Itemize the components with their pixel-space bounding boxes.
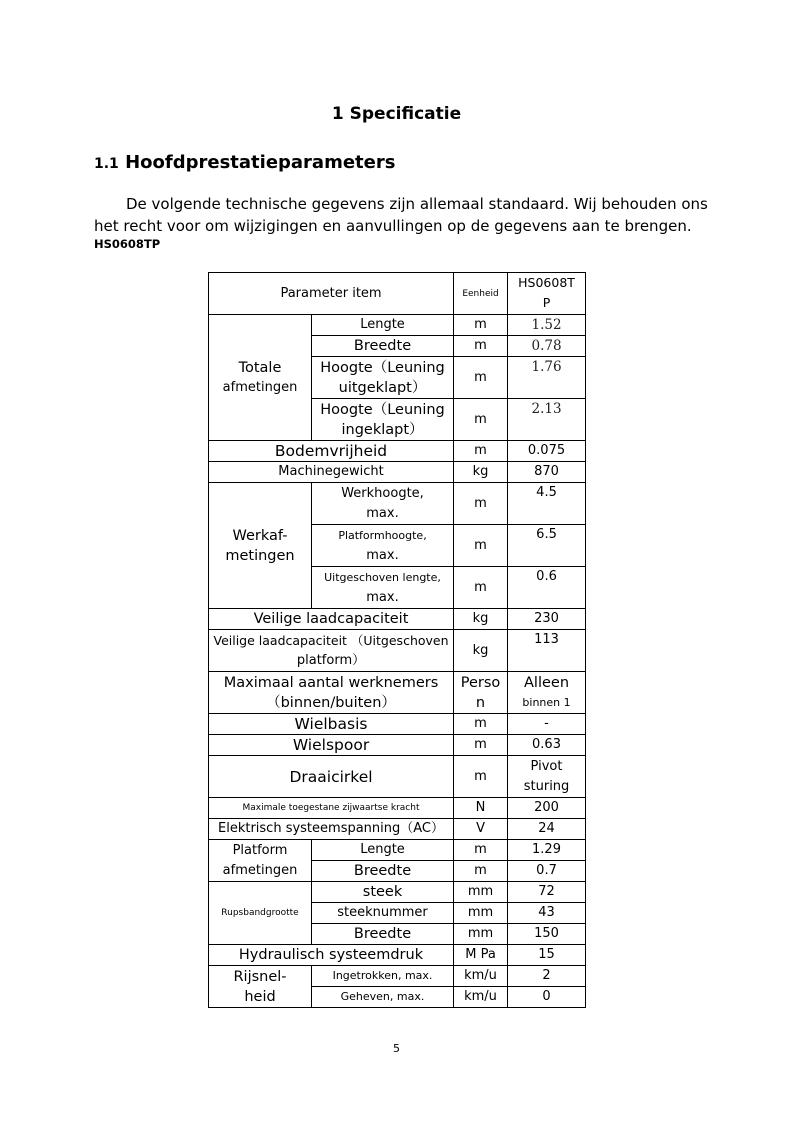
value-platform-height: 6.5 (508, 525, 586, 567)
value-machine-weight: 870 (508, 462, 586, 483)
group-total-dimensions (209, 315, 312, 441)
table-row (209, 609, 586, 630)
unit-wheelbase: m (454, 714, 508, 735)
unit-platform-height: m (454, 525, 508, 567)
unit-track-width: mm (454, 924, 508, 945)
unit-track-pitch: mm (454, 882, 508, 903)
group-total-sublabel: afmetingen (222, 379, 298, 395)
unit-speed-raised: km/u (454, 987, 508, 1008)
param-platform-height: Platformhoogte, max. (312, 525, 454, 567)
page-number: 5 (393, 1042, 400, 1055)
table-row (209, 819, 586, 840)
table-row (209, 945, 586, 966)
unit-width: m (454, 336, 508, 357)
unit-ground-clearance: m (454, 441, 508, 462)
value-track-width: 150 (508, 924, 586, 945)
unit-height-in: m (454, 399, 508, 441)
table-row (209, 441, 586, 462)
model-label: HS0608TP (94, 237, 161, 251)
header-model (508, 273, 586, 315)
table-row (209, 882, 586, 903)
header-model-line2: P (542, 295, 551, 310)
unit-track: m (454, 735, 508, 756)
param-turning-circle: Draaicirkel (209, 756, 454, 798)
unit-voltage: V (454, 819, 508, 840)
param-track-width: Breedte (312, 924, 454, 945)
header-model-line1: HS0608T (518, 275, 575, 290)
group-total-label: Totale (238, 359, 282, 376)
value-extended-length: 0.6 (508, 567, 586, 609)
value-wheelbase: - (508, 714, 586, 735)
unit-extended-length: m (454, 567, 508, 609)
unit-height-out: m (454, 357, 508, 399)
value-turning-circle: Pivot sturing (508, 756, 586, 798)
group-platform-label-1: Platform (232, 842, 288, 858)
value-speed-retracted: 2 (508, 966, 586, 987)
header-unit: Eenheid (454, 273, 508, 315)
table-row (209, 672, 586, 714)
value-length: 1.52 (508, 315, 586, 336)
unit-safe-load: kg (454, 609, 508, 630)
intro-text: De volgende technische gegevens zijn allemaal standaard. Wij behouden ons het recht voor om wijzigingen en aanvullingen op de gegevens aan te brengen. (94, 195, 708, 235)
value-height-out: 1.76 (508, 357, 586, 399)
param-platform-width: Breedte (312, 861, 454, 882)
unit-turning-circle: m (454, 756, 508, 798)
value-hydraulic-pressure: 15 (508, 945, 586, 966)
group-speed-label-2: heid (244, 988, 276, 1005)
group-speed-label-1: Rijsnel- (233, 968, 287, 985)
table-row (209, 756, 586, 798)
value-safe-load-extended: 113 (508, 630, 586, 672)
unit-hydraulic-pressure: M Pa (454, 945, 508, 966)
table-row (209, 714, 586, 735)
param-track-pitch-number: steeknummer (312, 903, 454, 924)
param-height-out: Hoogte（Leuning uitgeklapt） (312, 357, 454, 399)
param-platform-length: Lengte (312, 840, 454, 861)
table-row (209, 462, 586, 483)
param-machine-weight: Machinegewicht (209, 462, 454, 483)
value-ground-clearance: 0.075 (508, 441, 586, 462)
param-voltage: Elektrisch systeemspanning（AC） (209, 819, 454, 840)
param-width: Breedte (312, 336, 454, 357)
param-safe-load: Veilige laadcapaciteit (209, 609, 454, 630)
value-side-force: 200 (508, 798, 586, 819)
param-speed-retracted: Ingetrokken, max. (312, 966, 454, 987)
table-row (209, 735, 586, 756)
chapter-title: 1 Specificatie (331, 104, 462, 124)
value-track-pitch: 72 (508, 882, 586, 903)
value-platform-length: 1.29 (508, 840, 586, 861)
value-voltage: 24 (508, 819, 586, 840)
table-header-row (209, 273, 586, 315)
param-max-workers: Maximaal aantal werknemers （binnen/buiten） (209, 672, 454, 714)
param-ground-clearance: Bodemvrijheid (209, 441, 454, 462)
unit-safe-load-extended: kg (454, 630, 508, 672)
group-platform-dimensions (209, 840, 312, 882)
param-extended-length: Uitgeschoven lengte, max. (312, 567, 454, 609)
group-platform-label-2: afmetingen (222, 862, 298, 878)
table-row (209, 315, 586, 336)
group-work-dimensions (209, 483, 312, 609)
group-driving-speed (209, 966, 312, 1008)
spec-table (208, 272, 586, 1008)
unit-side-force: N (454, 798, 508, 819)
unit-length: m (454, 315, 508, 336)
value-speed-raised: 0 (508, 987, 586, 1008)
group-work-label-1: Werkaf- (232, 527, 288, 544)
intro-paragraph (94, 193, 709, 237)
table-row (209, 798, 586, 819)
unit-working-height: m (454, 483, 508, 525)
value-safe-load: 230 (508, 609, 586, 630)
section-heading (94, 152, 395, 173)
value-working-height: 4.5 (508, 483, 586, 525)
group-track-size: Rupsbandgrootte (209, 882, 312, 945)
section-title: Hoofdprestatieparameters (125, 152, 396, 173)
section-number: 1.1 (94, 156, 119, 172)
unit-platform-width: m (454, 861, 508, 882)
unit-machine-weight: kg (454, 462, 508, 483)
param-height-in: Hoogte（Leuning ingeklapt） (312, 399, 454, 441)
table-row (209, 966, 586, 987)
unit-track-pitch-number: mm (454, 903, 508, 924)
unit-platform-length: m (454, 840, 508, 861)
table-row (209, 483, 586, 525)
param-hydraulic-pressure: Hydraulisch systeemdruk (209, 945, 454, 966)
value-platform-width: 0.7 (508, 861, 586, 882)
value-height-in: 2.13 (508, 399, 586, 441)
param-track-pitch: steek (312, 882, 454, 903)
header-parameter: Parameter item (209, 273, 454, 315)
param-working-height: Werkhoogte, max. (312, 483, 454, 525)
param-track: Wielspoor (209, 735, 454, 756)
unit-max-workers: Perso n (454, 672, 508, 714)
group-work-label-2: metingen (225, 547, 295, 564)
param-safe-load-extended: Veilige laadcapaciteit （Uitgeschoven platform） (209, 630, 454, 672)
param-wheelbase: Wielbasis (209, 714, 454, 735)
param-speed-raised: Geheven, max. (312, 987, 454, 1008)
table-row (209, 840, 586, 861)
value-track-pitch-number: 43 (508, 903, 586, 924)
value-width: 0.78 (508, 336, 586, 357)
table-row (209, 630, 586, 672)
unit-speed-retracted: km/u (454, 966, 508, 987)
param-length: Lengte (312, 315, 454, 336)
value-track: 0.63 (508, 735, 586, 756)
param-side-force: Maximale toegestane zijwaartse kracht (209, 798, 454, 819)
value-max-workers: Alleen binnen 1 (508, 672, 586, 714)
